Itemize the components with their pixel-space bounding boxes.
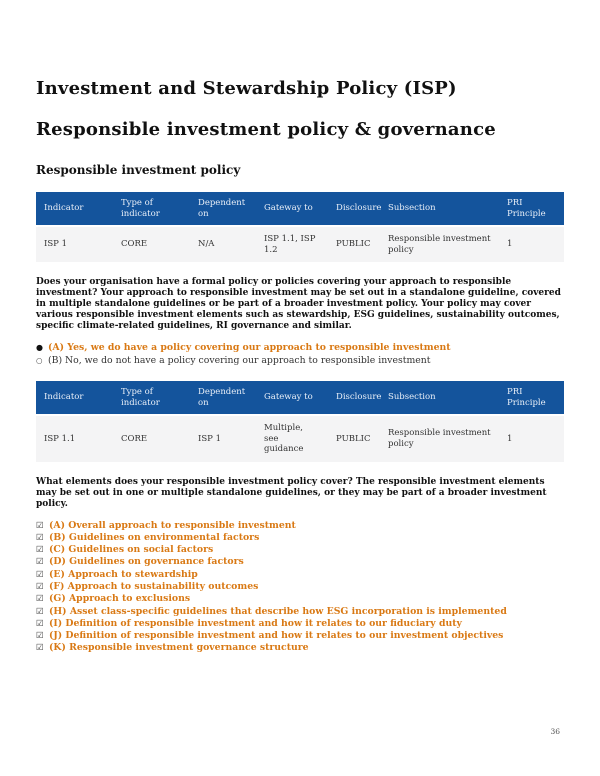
indicator-table-isp1-1 [36,381,564,462]
radio-selected-icon: ● [36,343,43,352]
col-header-gateway-to: Gateway to [256,192,328,226]
col-header-subsection: Subsection [380,381,499,415]
checkbox-option-k[interactable] [36,642,564,654]
checkbox-checked-icon: ☑ [36,545,44,556]
question-isp1-1-text: What elements does your responsible investment policy cover? The responsible investment elements may be set out in one or multiple standalone guidelines, or they may be part of a broader investment policy. [36,476,547,509]
checkbox-option-g[interactable] [36,593,564,605]
checkbox-option-h[interactable] [36,606,564,618]
checkbox-option-c-label: (C) Guidelines on social factors [49,544,214,556]
radio-unselected-icon: ○ [36,355,43,365]
col-header-pri-principle: PRI Principle [499,381,564,415]
checkbox-option-e-label: (E) Approach to stewardship [49,568,198,580]
col-header-pri-principle: PRI Principle [499,192,564,226]
table-row [36,226,564,262]
cell-subsection: Responsible investment policy [380,226,499,262]
section-heading: Responsible investment policy [36,163,241,177]
checkbox-checked-icon: ☑ [36,606,44,617]
checkbox-option-j[interactable] [36,630,564,642]
checkbox-option-b[interactable] [36,532,564,544]
cell-type: CORE [113,415,190,462]
col-header-type: Type of indicator [113,381,190,415]
page-title: Investment and Stewardship Policy (ISP) [36,78,457,99]
checkbox-option-f-label: (F) Approach to sustainability outcomes [49,580,259,592]
radio-group-isp1 [36,342,564,367]
table-header-row [36,192,564,226]
checkbox-option-j-label: (J) Definition of responsible investment and how it relates to our investment objectives [49,630,504,642]
page-subtitle: Responsible investment policy & governance [36,119,496,140]
cell-pri-principle: 1 [499,226,564,262]
cell-gateway-to: Multiple, see guidance [256,415,328,462]
checkbox-option-f[interactable] [36,581,564,593]
checkbox-option-a-label: (A) Overall approach to responsible investment [49,519,296,531]
col-header-subsection: Subsection [380,192,499,226]
checkbox-option-g-label: (G) Approach to exclusions [49,593,191,605]
checkbox-checked-icon: ☑ [36,557,44,568]
cell-indicator: ISP 1.1 [36,415,113,462]
indicator-table-isp1 [36,192,564,262]
checkbox-option-d[interactable] [36,556,564,568]
radio-option-a[interactable] [36,342,564,355]
radio-option-b-label: (B) No, we do not have a policy covering our approach to responsible investment [48,354,431,366]
col-header-gateway-to: Gateway to [256,381,328,415]
checkbox-checked-icon: ☑ [36,594,44,605]
checkbox-option-i-label: (I) Definition of responsible investment and how it relates to our fiduciary duty [49,617,462,629]
cell-disclosure: PUBLIC [328,415,380,462]
question-isp1-text: Does your organisation have a formal policy or policies covering your approach to responsible investment? Your approach to responsible investment may be set out in a standalone guideline, covered in multiple standalone guidelines or be part of a broader investment policy. Your policy may cover various responsible investment elements such as stewardship, ESG guidelines, sustainability outcomes, specific climate-related guidelines, RI governance and similar. [36,277,561,331]
col-header-dependent-on: Dependent on [190,192,256,226]
checkbox-option-e[interactable] [36,569,564,581]
checkbox-checked-icon: ☑ [36,643,44,654]
checkbox-option-c[interactable] [36,544,564,556]
checkbox-option-b-label: (B) Guidelines on environmental factors [49,531,260,543]
checkbox-option-d-label: (D) Guidelines on governance factors [49,556,244,568]
cell-pri-principle: 1 [499,415,564,462]
cell-dependent-on: N/A [190,226,256,262]
cell-type: CORE [113,226,190,262]
checkbox-checked-icon: ☑ [36,631,44,642]
page-number: 36 [550,727,560,736]
page-content [0,78,600,655]
radio-option-b[interactable] [36,355,564,368]
col-header-type: Type of indicator [113,192,190,226]
checkbox-checked-icon: ☑ [36,618,44,629]
cell-subsection: Responsible investment policy [380,415,499,462]
col-header-dependent-on: Dependent on [190,381,256,415]
checkbox-option-i[interactable] [36,618,564,630]
checkbox-option-a[interactable] [36,520,564,532]
col-header-indicator: Indicator [36,381,113,415]
checkbox-checked-icon: ☑ [36,581,44,592]
cell-dependent-on: ISP 1 [190,415,256,462]
checkbox-checked-icon: ☑ [36,520,44,531]
col-header-indicator: Indicator [36,192,113,226]
checkbox-checked-icon: ☑ [36,569,44,580]
checkbox-option-h-label: (H) Asset class-specific guidelines that describe how ESG incorporation is implemented [49,605,507,617]
cell-indicator: ISP 1 [36,226,113,262]
table-header-row [36,381,564,415]
checkbox-checked-icon: ☑ [36,532,44,543]
checkbox-option-k-label: (K) Responsible investment governance structure [49,642,309,654]
col-header-disclosure: Disclosure [328,192,380,226]
col-header-disclosure: Disclosure [328,381,380,415]
radio-option-a-label: (A) Yes, we do have a policy covering our approach to responsible investment [48,342,451,353]
checkbox-group-isp1-1 [36,520,564,655]
cell-gateway-to: ISP 1.1, ISP 1.2 [256,226,328,262]
cell-disclosure: PUBLIC [328,226,380,262]
table-row [36,415,564,462]
